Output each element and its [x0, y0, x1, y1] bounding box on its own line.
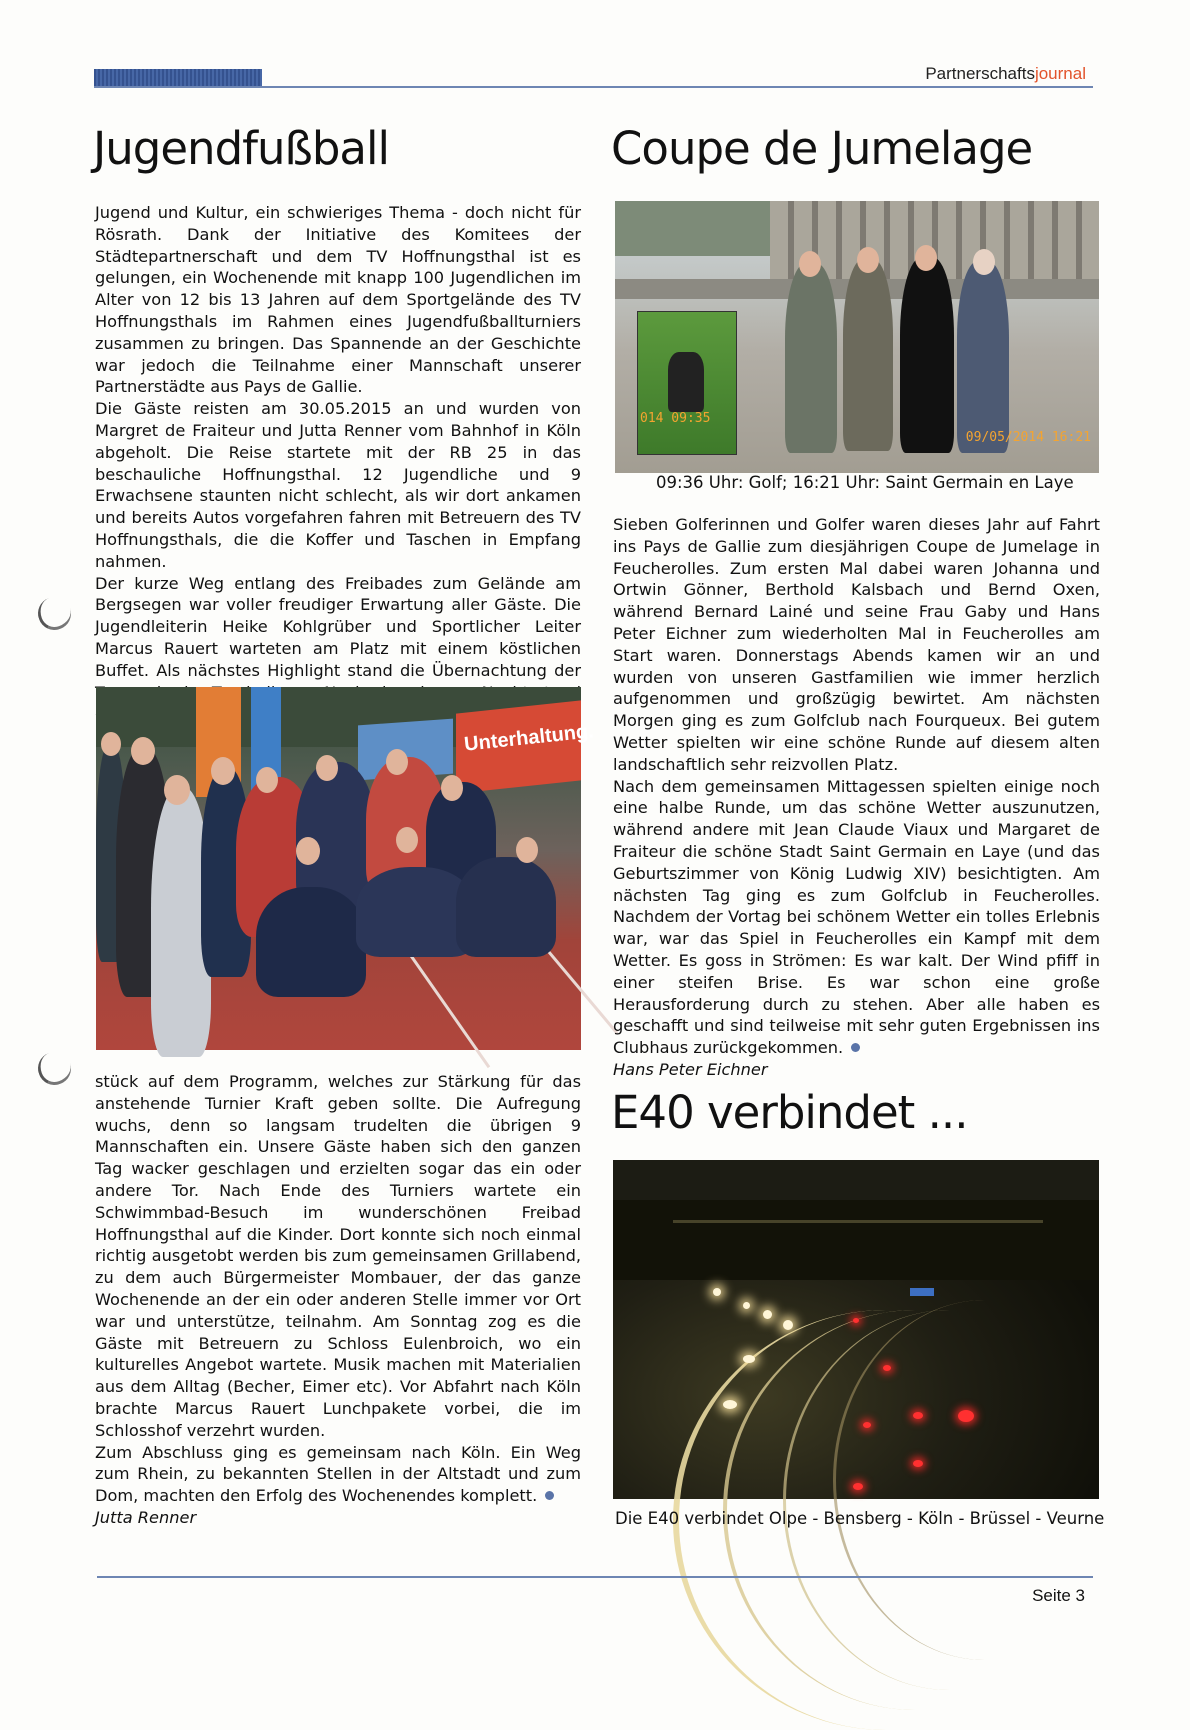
paragraph: Der kurze Weg entlang des Freibades zum Gelände am Bergsegen war voller freudiger Erwartung aller Gäste. Die Jugendleiterin Heike Kohlgrüber und Sportlicher Leiter Marcus Rauert warteten am Platz mit einem köstlichen Buffet. Als nächstes Highlight stand die Übernachtung der	[95, 573, 581, 680]
page-number: Seite 3	[1032, 1586, 1085, 1605]
end-mark-icon	[851, 1043, 860, 1052]
football-team-photo	[96, 687, 595, 1050]
article-title-jugendfussball: Jugendfußball	[93, 122, 389, 175]
paragraph	[613, 776, 1100, 1059]
paragraph: Die Gäste reisten am 30.05.2015 an und wurden von Margret de Fraiteur und Jutta Renner vom Bahnhof in Köln abgeholt. Die Reise startete mit der RB 25 in das beschauliche Hoffnungsthal. 12 Jugendliche und 9 Erwachsene staunten nicht schlecht, als wir dort ankamen und bereits Autos vorgefahren fahren mit Betreuern des TV Hoffnungsthals, die die Koffer und Taschen in Empfang nahmen.	[95, 399, 581, 571]
binder-hole-icon	[33, 1047, 75, 1089]
journal-name	[925, 64, 1086, 84]
photo-timestamp: 09/05/2014 16:21	[965, 430, 1091, 445]
golf-inset-photo	[637, 311, 737, 455]
paragraph: Sieben Golferinnen und Golfer waren dieses Jahr auf Fahrt ins Pays de Gallie zum diesjährigen Coupe de Jumelage in Feucherolles. Zum ersten Mal dabei waren Johanna und Ortwin Gönner, Berthold Kalsbach und Bernd Oxen, während Bernard Lainé und seine Frau Gaby und Hans Peter Eichner zum wiederholten Mal in Feucherolles am Start waren. Donnerstags Abends kamen wir an und wurden von unseren Gastfamilien wie immer herzlich aufgenommen und großzügig bewirtet. Am nächsten Morgen ging es zum Golfclub nach Fourqueux. Bei gutem Wetter spielten wir eine schöne Runde auf diesem alten landschaftlich sehr reizvollen Platz.	[613, 515, 1100, 774]
author: Jutta Renner	[95, 1507, 197, 1527]
binder-hole-icon	[33, 592, 75, 634]
article-title-coupe-de-jumelage: Coupe de Jumelage	[611, 122, 1033, 175]
paragraph: Jugend und Kultur, ein schwieriges Thema - doch nicht für Rösrath. Dank der Initiative des Komitees der Städtepartnerschaft und dem TV Hoffnungsthal ist es gelungen, ein Wochenende mit knapp 100 Jugendlichen im Alter von 12 bis 13 Jahren auf dem Sportgelände des TV Hoffnungsthals im Rahmen eines Jugendfußballturniers zusammen zu bringen. Das Spannende an der Geschichte war jedoch die Teilnahme einer Mannschaft unserer Partnerstädte aus Pays de Gallie.	[95, 203, 581, 397]
article-body-jugendfussball-bottom	[95, 1071, 581, 1529]
paragraph: stück auf dem Programm, welches zur Stärkung für das anstehende Turnier Kraft geben sollte. Die Aufregung wuchs, denn so langsam trudelten die übrigen 9 Mannschaften ein. Unsere Gäste haben sich den ganzen Tag wacker geschlagen und erzielten sogar das ein oder andere Tor. Nach Ende des Turniers wartete ein Schwimmbad-Besuch im wunderschönen Freibad Hoffnungsthal auf die Kinder. Dort konnte sich noch einmal richtig ausgetobt werden bis zum gemeinsamen Grillabend, zu dem auch Bürgermeister Mombauer, der das ganze Wochenende an der ein oder anderen Stelle immer vor Ort war und unterstütze, teilnahm. Am Sonntag zog es die Gäste mit Betreuern zu Schloss Eulenbroich, wo ein kulturelles Angebot wartete. Musik machen mit Materialien aus dem Alltag (Becher, Eimer etc). Vor Abfahrt nach Köln brachte Marcus Rauert Lunchpakete vorbei, die im Schlosshof verzehrt wurden.	[95, 1072, 581, 1440]
journal-name-accent: journal	[1034, 64, 1086, 83]
banner-text: Unterhaltung.	[463, 720, 595, 756]
motorway-night-photo	[613, 1160, 1099, 1499]
paragraph	[95, 1442, 581, 1507]
e40-photo-caption: Die E40 verbindet Olpe - Bensberg - Köln - Brüssel - Veurne	[615, 1509, 1105, 1528]
paragraph-text: Zum Abschluss ging es gemeinsam nach Köln. Ein Weg zum Rhein, zu bekannten Stellen in der Altstadt und zum Dom, machten den Erfolg des Wochenendes komplett.	[95, 1442, 581, 1506]
golf-group-photo	[615, 201, 1099, 473]
golf-photo-caption: 09:36 Uhr: Golf; 16:21 Uhr: Saint Germain en Laye	[656, 473, 1074, 492]
article-title-e40: E40 verbindet ...	[611, 1086, 968, 1139]
footer-rule	[97, 1576, 1093, 1578]
author: Hans Peter Eichner	[613, 1059, 768, 1079]
inset-timestamp: 014 09:35	[640, 411, 711, 426]
road-sign	[910, 1288, 934, 1296]
article-body-jugendfussball-top	[95, 202, 581, 725]
end-mark-icon	[545, 1491, 554, 1500]
article-body-coupe	[613, 514, 1100, 1081]
journal-name-prefix: Partnerschafts	[925, 64, 1035, 83]
header-rule	[94, 86, 1093, 88]
paragraph-text: Nach dem gemeinsamen Mittagessen spielten einige noch eine halbe Runde, um das schöne Wetter auszunutzen, während andere mit Jean Claude Viaux und Margaret de Fraiteur die schöne Stadt Saint Germain en Laye (und das Geburtszimmer von König Ludwig XIV) besichtigten. Am nächsten Tag ging es zum Golfclub in Feucherolles. Nachdem der Vortag bei schönem Wetter ein tolles Erlebnis war, war das Spiel in Feucherolles ein Kampf mit dem Wetter. Es goss in Strömen: Es war kalt. Der Wind pfiff in einer steifen Brise. Es war schon eine große Herausforderung durch zu stehen. Aber alle haben es geschafft und sind teilweise mit sehr guten Ergebnissen ins Clubhaus zurückgekommen.	[613, 776, 1100, 1058]
